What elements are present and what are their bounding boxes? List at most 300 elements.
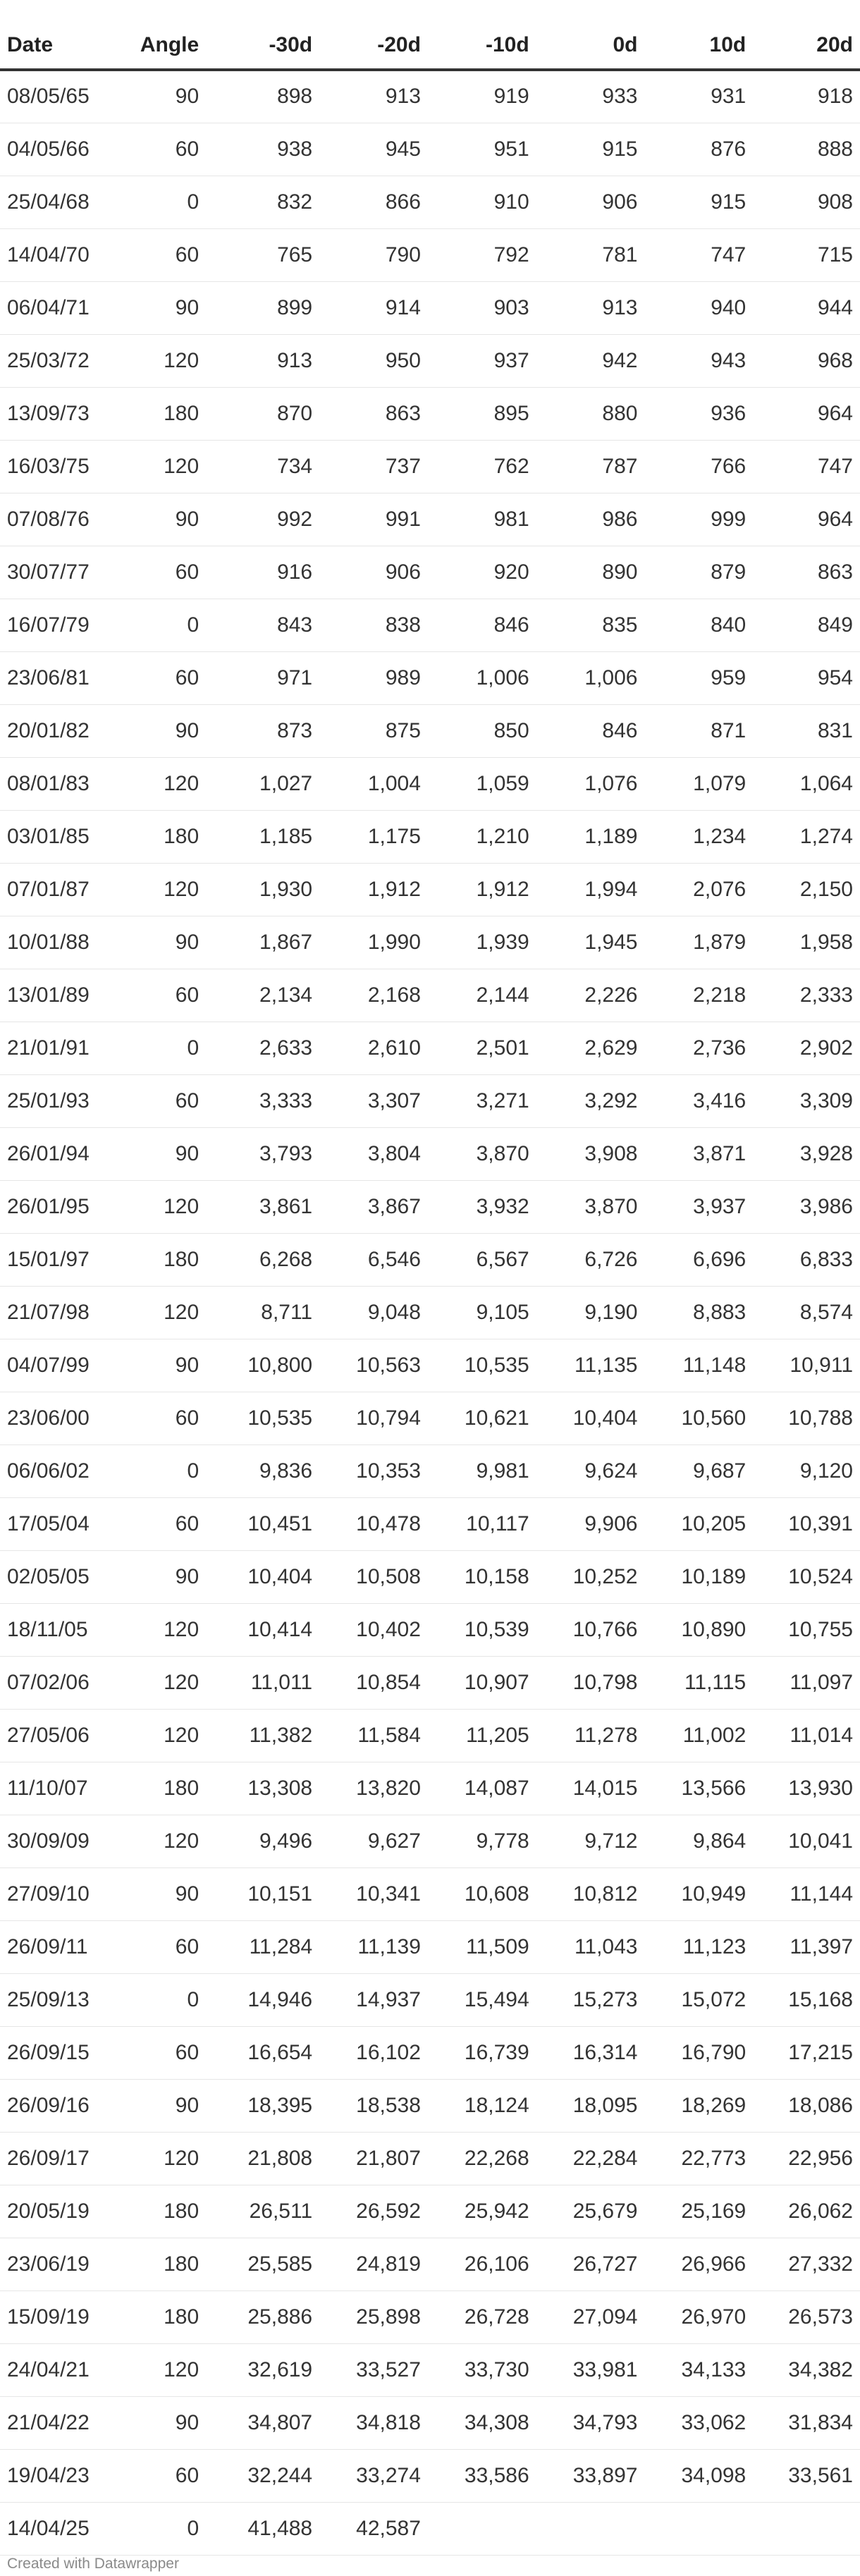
- value-cell: 871: [644, 704, 753, 757]
- column-header-offset-20d: 20d: [753, 21, 860, 70]
- column-header-offset-0d: 0d: [536, 21, 645, 70]
- value-cell: 915: [536, 123, 645, 176]
- value-cell: 41,488: [206, 2502, 319, 2555]
- value-cell: 1,006: [536, 651, 645, 704]
- date-cell: 26/01/94: [0, 1127, 112, 1180]
- value-cell: 16,739: [428, 2026, 536, 2079]
- value-cell: 1,945: [536, 916, 645, 969]
- table-row: [0, 1656, 860, 1709]
- value-cell: 964: [753, 493, 860, 546]
- value-cell: 10,563: [319, 1339, 428, 1392]
- value-cell: 11,278: [536, 1709, 645, 1762]
- value-cell: 32,619: [206, 2343, 319, 2396]
- value-cell: 18,086: [753, 2079, 860, 2132]
- date-cell: 26/09/15: [0, 2026, 112, 2079]
- value-cell: 10,451: [206, 1497, 319, 1550]
- value-cell: 13,930: [753, 1762, 860, 1815]
- value-cell: 1,958: [753, 916, 860, 969]
- value-cell: 890: [536, 546, 645, 599]
- date-cell: 07/01/87: [0, 863, 112, 916]
- value-cell: 22,268: [428, 2132, 536, 2185]
- date-cell: 15/01/97: [0, 1233, 112, 1286]
- value-cell: 34,382: [753, 2343, 860, 2396]
- value-cell: 11,205: [428, 1709, 536, 1762]
- table-row: [0, 2396, 860, 2449]
- angle-cell: 60: [112, 228, 206, 281]
- angle-cell: 60: [112, 123, 206, 176]
- value-cell: 908: [753, 176, 860, 228]
- table-row: [0, 1392, 860, 1445]
- value-cell: 840: [644, 599, 753, 651]
- date-cell: 08/01/83: [0, 757, 112, 810]
- value-cell: 31,834: [753, 2396, 860, 2449]
- value-cell: 1,004: [319, 757, 428, 810]
- angle-cell: 180: [112, 2185, 206, 2238]
- value-cell: 11,509: [428, 1920, 536, 1973]
- date-cell: 20/05/19: [0, 2185, 112, 2238]
- value-cell: 9,048: [319, 1286, 428, 1339]
- value-cell: 2,218: [644, 969, 753, 1022]
- value-cell: 34,793: [536, 2396, 645, 2449]
- date-cell: 25/09/13: [0, 1973, 112, 2026]
- value-cell: 954: [753, 651, 860, 704]
- value-cell: 34,098: [644, 2449, 753, 2502]
- value-cell: 747: [753, 440, 860, 493]
- angle-cell: 0: [112, 1022, 206, 1074]
- value-cell: 10,151: [206, 1867, 319, 1920]
- value-cell: 951: [428, 123, 536, 176]
- value-cell: 26,727: [536, 2238, 645, 2290]
- value-cell: 32,244: [206, 2449, 319, 2502]
- value-cell: 25,585: [206, 2238, 319, 2290]
- value-cell: 1,210: [428, 810, 536, 863]
- date-cell: 17/05/04: [0, 1497, 112, 1550]
- value-cell: 22,284: [536, 2132, 645, 2185]
- table-row: [0, 2026, 860, 2079]
- angle-cell: 90: [112, 1127, 206, 1180]
- value-cell: 9,496: [206, 1815, 319, 1867]
- value-cell: 875: [319, 704, 428, 757]
- angle-cell: 90: [112, 2079, 206, 2132]
- data-table: [0, 21, 860, 2556]
- value-cell: 11,397: [753, 1920, 860, 1973]
- value-cell: 26,106: [428, 2238, 536, 2290]
- value-cell: 42,587: [319, 2502, 428, 2555]
- value-cell: 849: [753, 599, 860, 651]
- angle-cell: 120: [112, 1815, 206, 1867]
- value-cell: 15,494: [428, 1973, 536, 2026]
- angle-cell: 60: [112, 969, 206, 1022]
- date-cell: 25/04/68: [0, 176, 112, 228]
- angle-cell: 60: [112, 1392, 206, 1445]
- value-cell: 11,123: [644, 1920, 753, 1973]
- angle-cell: 90: [112, 1867, 206, 1920]
- table-row: [0, 1497, 860, 1550]
- value-cell: 1,076: [536, 757, 645, 810]
- date-cell: 21/01/91: [0, 1022, 112, 1074]
- table-row: [0, 1550, 860, 1603]
- table-row: [0, 2079, 860, 2132]
- value-cell: 10,404: [536, 1392, 645, 1445]
- date-cell: 23/06/00: [0, 1392, 112, 1445]
- angle-cell: 180: [112, 387, 206, 440]
- value-cell: 1,079: [644, 757, 753, 810]
- angle-cell: 60: [112, 2449, 206, 2502]
- value-cell: 11,382: [206, 1709, 319, 1762]
- value-cell: 17,215: [753, 2026, 860, 2079]
- date-cell: 23/06/19: [0, 2238, 112, 2290]
- value-cell: 18,095: [536, 2079, 645, 2132]
- table-row: [0, 969, 860, 1022]
- value-cell: 895: [428, 387, 536, 440]
- value-cell: 6,833: [753, 1233, 860, 1286]
- value-cell: 747: [644, 228, 753, 281]
- value-cell: 9,120: [753, 1445, 860, 1497]
- value-cell: 26,966: [644, 2238, 753, 2290]
- value-cell: 846: [536, 704, 645, 757]
- value-cell: 8,711: [206, 1286, 319, 1339]
- value-cell: [536, 2502, 645, 2555]
- table-row: [0, 176, 860, 228]
- value-cell: 15,273: [536, 1973, 645, 2026]
- date-cell: 27/09/10: [0, 1867, 112, 1920]
- angle-cell: 120: [112, 1286, 206, 1339]
- value-cell: 26,062: [753, 2185, 860, 2238]
- angle-cell: 90: [112, 1550, 206, 1603]
- value-cell: 2,134: [206, 969, 319, 1022]
- table-row: [0, 2449, 860, 2502]
- value-cell: 33,062: [644, 2396, 753, 2449]
- value-cell: 10,402: [319, 1603, 428, 1656]
- value-cell: 10,478: [319, 1497, 428, 1550]
- value-cell: 18,395: [206, 2079, 319, 2132]
- value-cell: 734: [206, 440, 319, 493]
- value-cell: 13,308: [206, 1762, 319, 1815]
- value-cell: 950: [319, 334, 428, 387]
- value-cell: 10,404: [206, 1550, 319, 1603]
- value-cell: 2,144: [428, 969, 536, 1022]
- value-cell: 14,937: [319, 1973, 428, 2026]
- value-cell: 26,592: [319, 2185, 428, 2238]
- value-cell: 6,696: [644, 1233, 753, 1286]
- value-cell: 843: [206, 599, 319, 651]
- value-cell: 11,144: [753, 1867, 860, 1920]
- table-row: [0, 1180, 860, 1233]
- value-cell: 10,621: [428, 1392, 536, 1445]
- value-cell: 2,629: [536, 1022, 645, 1074]
- value-cell: 11,148: [644, 1339, 753, 1392]
- value-cell: 10,414: [206, 1603, 319, 1656]
- value-cell: 16,654: [206, 2026, 319, 2079]
- angle-cell: 60: [112, 1074, 206, 1127]
- value-cell: 10,766: [536, 1603, 645, 1656]
- value-cell: 2,333: [753, 969, 860, 1022]
- angle-cell: 90: [112, 2396, 206, 2449]
- value-cell: 940: [644, 281, 753, 334]
- table-row: [0, 2343, 860, 2396]
- value-cell: 3,307: [319, 1074, 428, 1127]
- table-row: [0, 916, 860, 969]
- date-cell: 14/04/25: [0, 2502, 112, 2555]
- table-row: [0, 651, 860, 704]
- value-cell: 942: [536, 334, 645, 387]
- value-cell: 1,912: [428, 863, 536, 916]
- value-cell: 3,309: [753, 1074, 860, 1127]
- date-cell: 04/07/99: [0, 1339, 112, 1392]
- value-cell: 1,175: [319, 810, 428, 863]
- value-cell: 6,726: [536, 1233, 645, 1286]
- value-cell: 971: [206, 651, 319, 704]
- value-cell: 15,168: [753, 1973, 860, 2026]
- value-cell: 863: [319, 387, 428, 440]
- table-row: [0, 1233, 860, 1286]
- value-cell: 870: [206, 387, 319, 440]
- value-cell: 910: [428, 176, 536, 228]
- date-cell: 21/04/22: [0, 2396, 112, 2449]
- table-row: [0, 70, 860, 123]
- angle-cell: 90: [112, 493, 206, 546]
- table-row: [0, 1867, 860, 1920]
- date-cell: 13/01/89: [0, 969, 112, 1022]
- value-cell: 25,169: [644, 2185, 753, 2238]
- angle-cell: 120: [112, 1709, 206, 1762]
- angle-cell: 90: [112, 281, 206, 334]
- angle-cell: 90: [112, 70, 206, 123]
- value-cell: 25,679: [536, 2185, 645, 2238]
- date-cell: 27/05/06: [0, 1709, 112, 1762]
- value-cell: 14,946: [206, 1973, 319, 2026]
- angle-cell: 120: [112, 1180, 206, 1233]
- date-cell: 02/05/05: [0, 1550, 112, 1603]
- angle-cell: 60: [112, 2026, 206, 2079]
- date-cell: 08/05/65: [0, 70, 112, 123]
- value-cell: 2,168: [319, 969, 428, 1022]
- table-row: [0, 1127, 860, 1180]
- value-cell: 11,284: [206, 1920, 319, 1973]
- value-cell: 866: [319, 176, 428, 228]
- column-header-offset-20d: -20d: [319, 21, 428, 70]
- value-cell: 944: [753, 281, 860, 334]
- value-cell: 10,117: [428, 1497, 536, 1550]
- value-cell: 33,586: [428, 2449, 536, 2502]
- angle-cell: 60: [112, 1497, 206, 1550]
- value-cell: 25,898: [319, 2290, 428, 2343]
- value-cell: 18,124: [428, 2079, 536, 2132]
- value-cell: 838: [319, 599, 428, 651]
- value-cell: 10,812: [536, 1867, 645, 1920]
- value-cell: 846: [428, 599, 536, 651]
- date-cell: 23/06/81: [0, 651, 112, 704]
- value-cell: 715: [753, 228, 860, 281]
- value-cell: 792: [428, 228, 536, 281]
- value-cell: 11,135: [536, 1339, 645, 1392]
- value-cell: 6,567: [428, 1233, 536, 1286]
- date-cell: 19/04/23: [0, 2449, 112, 2502]
- value-cell: 992: [206, 493, 319, 546]
- value-cell: [644, 2502, 753, 2555]
- table-row: [0, 1074, 860, 1127]
- angle-cell: 120: [112, 1656, 206, 1709]
- value-cell: 9,712: [536, 1815, 645, 1867]
- value-cell: 2,610: [319, 1022, 428, 1074]
- value-cell: 16,790: [644, 2026, 753, 2079]
- date-cell: 25/01/93: [0, 1074, 112, 1127]
- value-cell: 3,870: [536, 1180, 645, 1233]
- value-cell: 945: [319, 123, 428, 176]
- value-cell: 3,271: [428, 1074, 536, 1127]
- value-cell: 986: [536, 493, 645, 546]
- value-cell: 968: [753, 334, 860, 387]
- value-cell: 9,836: [206, 1445, 319, 1497]
- value-cell: 18,269: [644, 2079, 753, 2132]
- value-cell: 22,773: [644, 2132, 753, 2185]
- date-cell: 26/09/11: [0, 1920, 112, 1973]
- angle-cell: 120: [112, 1603, 206, 1656]
- value-cell: 3,333: [206, 1074, 319, 1127]
- angle-cell: 90: [112, 1339, 206, 1392]
- value-cell: 933: [536, 70, 645, 123]
- value-cell: 906: [536, 176, 645, 228]
- date-cell: 07/08/76: [0, 493, 112, 546]
- value-cell: 938: [206, 123, 319, 176]
- value-cell: 8,883: [644, 1286, 753, 1339]
- table-body: [0, 70, 860, 2555]
- value-cell: 999: [644, 493, 753, 546]
- value-cell: 25,886: [206, 2290, 319, 2343]
- value-cell: 10,205: [644, 1497, 753, 1550]
- value-cell: 24,819: [319, 2238, 428, 2290]
- column-header-offset-10d: 10d: [644, 21, 753, 70]
- datawrapper-credit: Created with Datawrapper: [7, 2556, 179, 2572]
- value-cell: 913: [206, 334, 319, 387]
- date-cell: 14/04/70: [0, 228, 112, 281]
- value-cell: 9,981: [428, 1445, 536, 1497]
- value-cell: 27,094: [536, 2290, 645, 2343]
- value-cell: 9,627: [319, 1815, 428, 1867]
- angle-cell: 120: [112, 440, 206, 493]
- value-cell: 11,043: [536, 1920, 645, 1973]
- table-row: [0, 704, 860, 757]
- value-cell: 10,755: [753, 1603, 860, 1656]
- value-cell: 873: [206, 704, 319, 757]
- value-cell: 9,778: [428, 1815, 536, 1867]
- value-cell: 981: [428, 493, 536, 546]
- date-cell: 16/03/75: [0, 440, 112, 493]
- value-cell: 781: [536, 228, 645, 281]
- value-cell: 10,890: [644, 1603, 753, 1656]
- value-cell: 18,538: [319, 2079, 428, 2132]
- value-cell: 903: [428, 281, 536, 334]
- table-row: [0, 1709, 860, 1762]
- value-cell: 1,027: [206, 757, 319, 810]
- value-cell: 10,524: [753, 1550, 860, 1603]
- value-cell: 33,730: [428, 2343, 536, 2396]
- value-cell: [428, 2502, 536, 2555]
- value-cell: 899: [206, 281, 319, 334]
- value-cell: 9,190: [536, 1286, 645, 1339]
- value-cell: 2,501: [428, 1022, 536, 1074]
- table-row: [0, 863, 860, 916]
- table-row: [0, 228, 860, 281]
- date-cell: 07/02/06: [0, 1656, 112, 1709]
- value-cell: 13,566: [644, 1762, 753, 1815]
- value-cell: 906: [319, 546, 428, 599]
- table-row: [0, 387, 860, 440]
- angle-cell: 180: [112, 810, 206, 863]
- table-row: [0, 599, 860, 651]
- table-row: [0, 2185, 860, 2238]
- date-cell: 26/01/95: [0, 1180, 112, 1233]
- angle-cell: 120: [112, 757, 206, 810]
- date-cell: 24/04/21: [0, 2343, 112, 2396]
- value-cell: 10,158: [428, 1550, 536, 1603]
- value-cell: 9,687: [644, 1445, 753, 1497]
- value-cell: 9,864: [644, 1815, 753, 1867]
- value-cell: 1,990: [319, 916, 428, 969]
- value-cell: 34,133: [644, 2343, 753, 2396]
- value-cell: 34,308: [428, 2396, 536, 2449]
- value-cell: 26,511: [206, 2185, 319, 2238]
- value-cell: 920: [428, 546, 536, 599]
- value-cell: 1,234: [644, 810, 753, 863]
- value-cell: 13,820: [319, 1762, 428, 1815]
- value-cell: 25,942: [428, 2185, 536, 2238]
- table-row: [0, 281, 860, 334]
- value-cell: 10,535: [206, 1392, 319, 1445]
- value-cell: 34,807: [206, 2396, 319, 2449]
- value-cell: 915: [644, 176, 753, 228]
- value-cell: 11,139: [319, 1920, 428, 1973]
- angle-cell: 180: [112, 2290, 206, 2343]
- column-header-date: Date: [0, 21, 112, 70]
- value-cell: 3,870: [428, 1127, 536, 1180]
- angle-cell: 0: [112, 1445, 206, 1497]
- value-cell: 6,546: [319, 1233, 428, 1286]
- value-cell: 10,252: [536, 1550, 645, 1603]
- date-cell: 04/05/66: [0, 123, 112, 176]
- value-cell: 15,072: [644, 1973, 753, 2026]
- date-cell: 15/09/19: [0, 2290, 112, 2343]
- value-cell: 10,189: [644, 1550, 753, 1603]
- value-cell: 3,867: [319, 1180, 428, 1233]
- value-cell: 3,871: [644, 1127, 753, 1180]
- value-cell: 3,986: [753, 1180, 860, 1233]
- value-cell: 10,341: [319, 1867, 428, 1920]
- table-row: [0, 440, 860, 493]
- date-cell: 06/06/02: [0, 1445, 112, 1497]
- value-cell: 2,226: [536, 969, 645, 1022]
- value-cell: 33,561: [753, 2449, 860, 2502]
- value-cell: 2,736: [644, 1022, 753, 1074]
- value-cell: 3,292: [536, 1074, 645, 1127]
- value-cell: 916: [206, 546, 319, 599]
- value-cell: 832: [206, 176, 319, 228]
- value-cell: 26,728: [428, 2290, 536, 2343]
- value-cell: 959: [644, 651, 753, 704]
- value-cell: 10,798: [536, 1656, 645, 1709]
- table-row: [0, 334, 860, 387]
- value-cell: 9,624: [536, 1445, 645, 1497]
- value-cell: 10,508: [319, 1550, 428, 1603]
- table-row: [0, 1920, 860, 1973]
- value-cell: 10,353: [319, 1445, 428, 1497]
- angle-cell: 180: [112, 1233, 206, 1286]
- value-cell: 913: [536, 281, 645, 334]
- value-cell: 3,908: [536, 1127, 645, 1180]
- value-cell: 2,150: [753, 863, 860, 916]
- angle-cell: 120: [112, 2132, 206, 2185]
- value-cell: 33,527: [319, 2343, 428, 2396]
